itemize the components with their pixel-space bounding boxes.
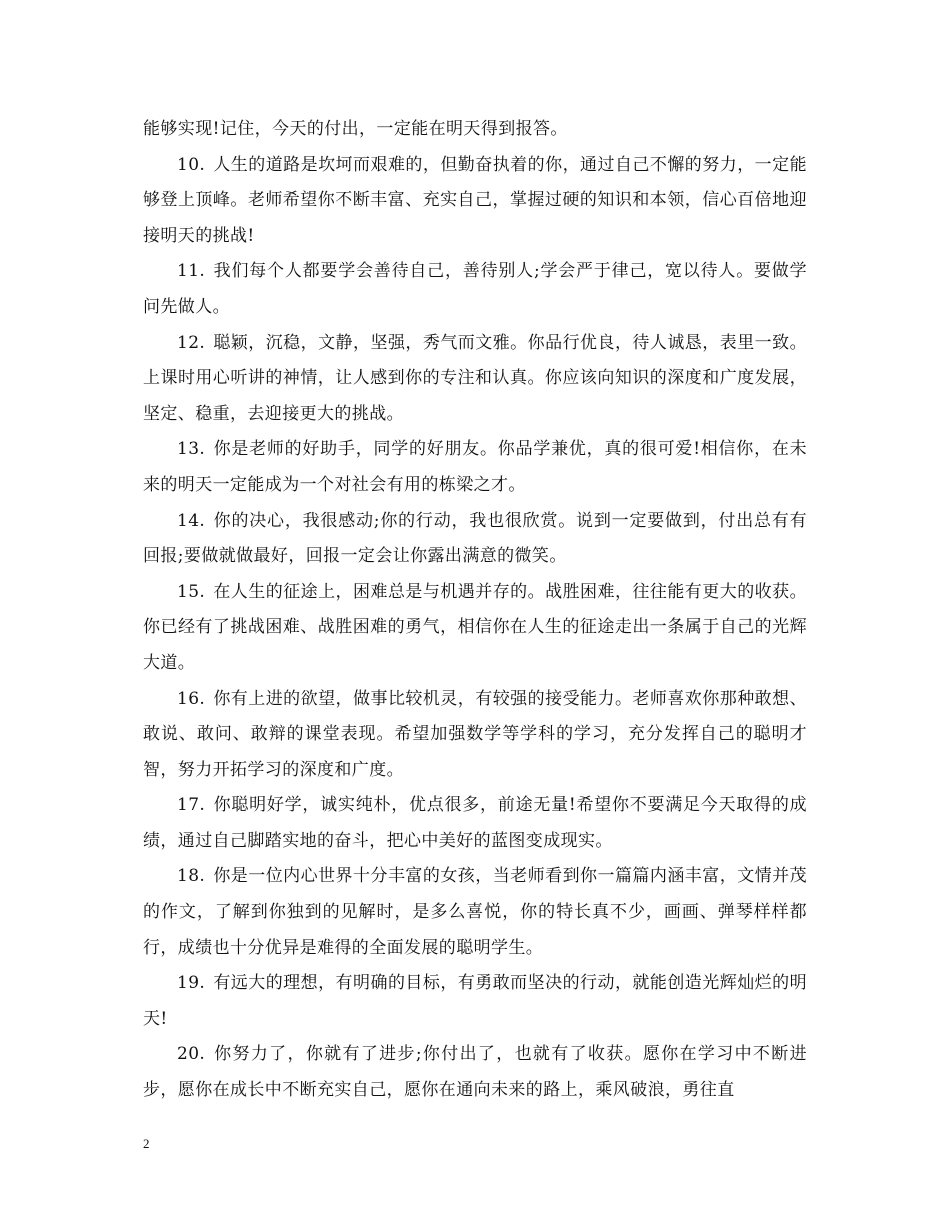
paragraph-number: 13. xyxy=(177,439,206,460)
paragraph-text: 你是一位内心世界十分丰富的女孩，当老师看到你一篇篇内涵丰富，文情并茂的作文，了解到你独到的见解时，是多么喜悦，你的特长真不少，画画、弹琴样样都行，成绩也十分优异是难得的全面发展的聪明学生。 xyxy=(143,866,807,958)
paragraph-text: 我们每个人都要学会善待自己，善待别人;学会严于律己，宽以待人。要做学问先做人。 xyxy=(143,261,807,317)
paragraph-13 xyxy=(143,432,807,503)
paragraph-number: 20. xyxy=(177,1044,206,1065)
paragraph-number: 18. xyxy=(177,866,206,887)
paragraph-number: 19. xyxy=(177,973,206,994)
paragraph-18 xyxy=(143,859,807,966)
page-number: 2 xyxy=(143,1136,150,1151)
paragraph-text: 聪颖，沉稳，文静，坚强，秀气而文雅。你品行优良，待人诚恳，表里一致。上课时用心听讲的神情，让人感到你的专注和认真。你应该向知识的深度和广度发展，坚定、稳重，去迎接更大的挑战。 xyxy=(143,332,807,424)
paragraph-number: 11. xyxy=(177,261,206,282)
paragraph-10 xyxy=(143,148,807,255)
paragraph-12 xyxy=(143,326,807,433)
paragraph-number: 15. xyxy=(177,581,206,602)
paragraph-20 xyxy=(143,1037,807,1108)
paragraph-number: 17. xyxy=(177,795,206,816)
paragraph-number: 16. xyxy=(177,688,206,709)
paragraph-19 xyxy=(143,966,807,1037)
paragraph-text: 你努力了，你就有了进步;你付出了，也就有了收获。愿你在学习中不断进步，愿你在成长中不断充实自己，愿你在通向未来的路上，乘风破浪，勇往直 xyxy=(143,1044,807,1101)
paragraph-number: 12. xyxy=(177,332,206,353)
paragraph-text: 你是老师的好助手，同学的好朋友。你品学兼优，真的很可爱!相信你，在未来的明天一定能成为一个对社会有用的栋梁之才。 xyxy=(143,439,807,495)
paragraph-text: 你的决心，我很感动;你的行动，我也很欣赏。说到一定要做到，付出总有有回报;要做就做最好，回报一定会让你露出满意的微笑。 xyxy=(143,510,807,567)
paragraph-text: 在人生的征途上，困难总是与机遇并存的。战胜困难，往往能有更大的收获。你已经有了挑战困难、战胜困难的勇气，相信你在人生的征途走出一条属于自己的光辉大道。 xyxy=(143,581,807,673)
paragraph-11 xyxy=(143,254,807,325)
document-body xyxy=(143,112,807,1109)
paragraph-continuation xyxy=(143,112,807,148)
paragraph-text: 能够实现!记住，今天的付出，一定能在明天得到报答。 xyxy=(143,119,568,139)
paragraph-text: 有远大的理想，有明确的目标，有勇敢而坚决的行动，就能创造光辉灿烂的明天! xyxy=(143,973,807,1029)
paragraph-text: 你聪明好学，诚实纯朴，优点很多，前途无量!希望你不要满足今天取得的成绩，通过自己脚踏实地的奋斗，把心中美好的蓝图变成现实。 xyxy=(143,795,807,851)
paragraph-number: 10. xyxy=(177,154,206,175)
paragraph-14 xyxy=(143,504,807,575)
paragraph-17 xyxy=(143,788,807,859)
paragraph-16 xyxy=(143,682,807,789)
paragraph-number: 14. xyxy=(177,510,206,531)
paragraph-text: 你有上进的欲望，做事比较机灵，有较强的接受能力。老师喜欢你那种敢想、敢说、敢问、敢辩的课堂表现。希望加强数学等学科的学习，充分发挥自己的聪明才智，努力开拓学习的深度和广度。 xyxy=(143,688,807,780)
paragraph-15 xyxy=(143,575,807,682)
paragraph-text: 人生的道路是坎坷而艰难的，但勤奋执着的你，通过自己不懈的努力，一定能够登上顶峰。老师希望你不断丰富、充实自己，掌握过硬的知识和本领，信心百倍地迎接明天的挑战! xyxy=(143,154,807,246)
